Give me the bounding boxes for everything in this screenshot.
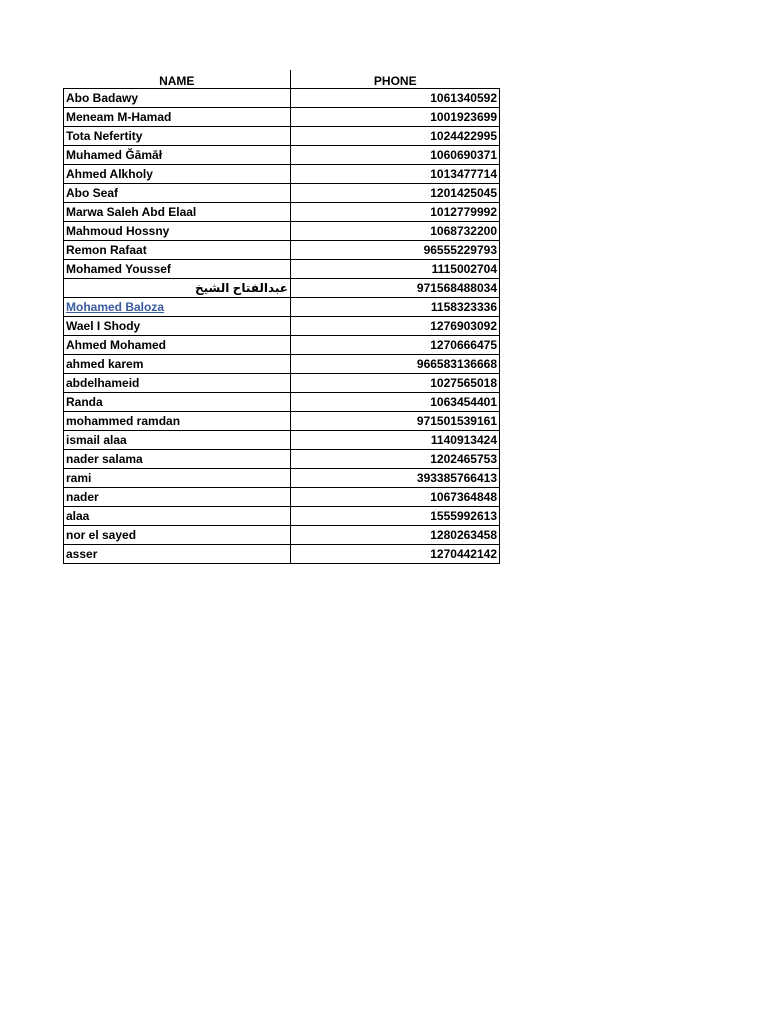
contact-name: Meneam M-Hamad bbox=[64, 108, 291, 127]
table-row bbox=[64, 222, 500, 241]
table-row bbox=[64, 89, 500, 108]
contact-phone: 1068732200 bbox=[291, 222, 500, 241]
contact-name: ahmed karem bbox=[64, 355, 291, 374]
table-row bbox=[64, 279, 500, 298]
contact-phone: 1270442142 bbox=[291, 545, 500, 564]
contact-phone: 971568488034 bbox=[291, 279, 500, 298]
contact-name: Remon Rafaat bbox=[64, 241, 291, 260]
contact-phone: 1115002704 bbox=[291, 260, 500, 279]
table-row bbox=[64, 374, 500, 393]
table-row bbox=[64, 507, 500, 526]
contact-phone: 96555229793 bbox=[291, 241, 500, 260]
contact-name: Mohamed Youssef bbox=[64, 260, 291, 279]
contact-name: Abo Seaf bbox=[64, 184, 291, 203]
header-row bbox=[64, 70, 500, 89]
contact-name: Tota Nefertity bbox=[64, 127, 291, 146]
table-row bbox=[64, 336, 500, 355]
contact-phone: 1555992613 bbox=[291, 507, 500, 526]
contact-name-link[interactable]: Mohamed Baloza bbox=[66, 300, 165, 314]
phone-column-header: PHONE bbox=[373, 74, 417, 88]
table-row bbox=[64, 526, 500, 545]
contact-name: abdelhameid bbox=[64, 374, 291, 393]
table-row bbox=[64, 108, 500, 127]
contact-name: عبدالفتاح الشيخ bbox=[64, 279, 291, 298]
contact-name bbox=[64, 298, 291, 317]
contact-name: nader salama bbox=[64, 450, 291, 469]
contact-phone: 1270666475 bbox=[291, 336, 500, 355]
table-row bbox=[64, 298, 500, 317]
contact-name: mohammed ramdan bbox=[64, 412, 291, 431]
table-row bbox=[64, 450, 500, 469]
table-row bbox=[64, 260, 500, 279]
contact-phone: 1061340592 bbox=[291, 89, 500, 108]
name-column-header: NAME bbox=[64, 70, 291, 89]
table-row bbox=[64, 355, 500, 374]
table-row bbox=[64, 393, 500, 412]
contact-phone: 1024422995 bbox=[291, 127, 500, 146]
contact-name: rami bbox=[64, 469, 291, 488]
contacts-table bbox=[63, 70, 500, 564]
table-row bbox=[64, 412, 500, 431]
contact-name: Muhamed Ğāmāł bbox=[64, 146, 291, 165]
contact-phone: 1276903092 bbox=[291, 317, 500, 336]
contact-name: Ahmed Mohamed bbox=[64, 336, 291, 355]
table-row bbox=[64, 165, 500, 184]
contact-name: Randa bbox=[64, 393, 291, 412]
contact-phone: 1001923699 bbox=[291, 108, 500, 127]
table-row bbox=[64, 146, 500, 165]
contact-phone: 1063454401 bbox=[291, 393, 500, 412]
contact-name: Abo Badawy bbox=[64, 89, 291, 108]
contact-phone: 1202465753 bbox=[291, 450, 500, 469]
contact-name: Ahmed Alkholy bbox=[64, 165, 291, 184]
table-row bbox=[64, 545, 500, 564]
contact-phone: 1067364848 bbox=[291, 488, 500, 507]
contact-phone: 971501539161 bbox=[291, 412, 500, 431]
table-row bbox=[64, 184, 500, 203]
table-row bbox=[64, 317, 500, 336]
contact-phone: 1140913424 bbox=[291, 431, 500, 450]
contact-phone: 966583136668 bbox=[291, 355, 500, 374]
table-row bbox=[64, 431, 500, 450]
contact-phone: 393385766413 bbox=[291, 469, 500, 488]
contact-name: Marwa Saleh Abd Elaal bbox=[64, 203, 291, 222]
contact-name: nader bbox=[64, 488, 291, 507]
contact-phone: 1027565018 bbox=[291, 374, 500, 393]
contact-phone: 1013477714 bbox=[291, 165, 500, 184]
contact-phone: 1158323336 bbox=[291, 298, 500, 317]
contact-phone: 1012779992 bbox=[291, 203, 500, 222]
contact-name: ismail alaa bbox=[64, 431, 291, 450]
contact-name: nor el sayed bbox=[64, 526, 291, 545]
contact-name: Mahmoud Hossny bbox=[64, 222, 291, 241]
contacts-sheet bbox=[63, 70, 499, 564]
table-row bbox=[64, 203, 500, 222]
contact-name: asser bbox=[64, 545, 291, 564]
contact-phone: 1201425045 bbox=[291, 184, 500, 203]
table-row bbox=[64, 241, 500, 260]
contact-phone: 1280263458 bbox=[291, 526, 500, 545]
contact-phone: 1060690371 bbox=[291, 146, 500, 165]
contact-name: alaa bbox=[64, 507, 291, 526]
table-row bbox=[64, 469, 500, 488]
table-row bbox=[64, 127, 500, 146]
contact-name: Wael I Shody bbox=[64, 317, 291, 336]
table-row bbox=[64, 488, 500, 507]
